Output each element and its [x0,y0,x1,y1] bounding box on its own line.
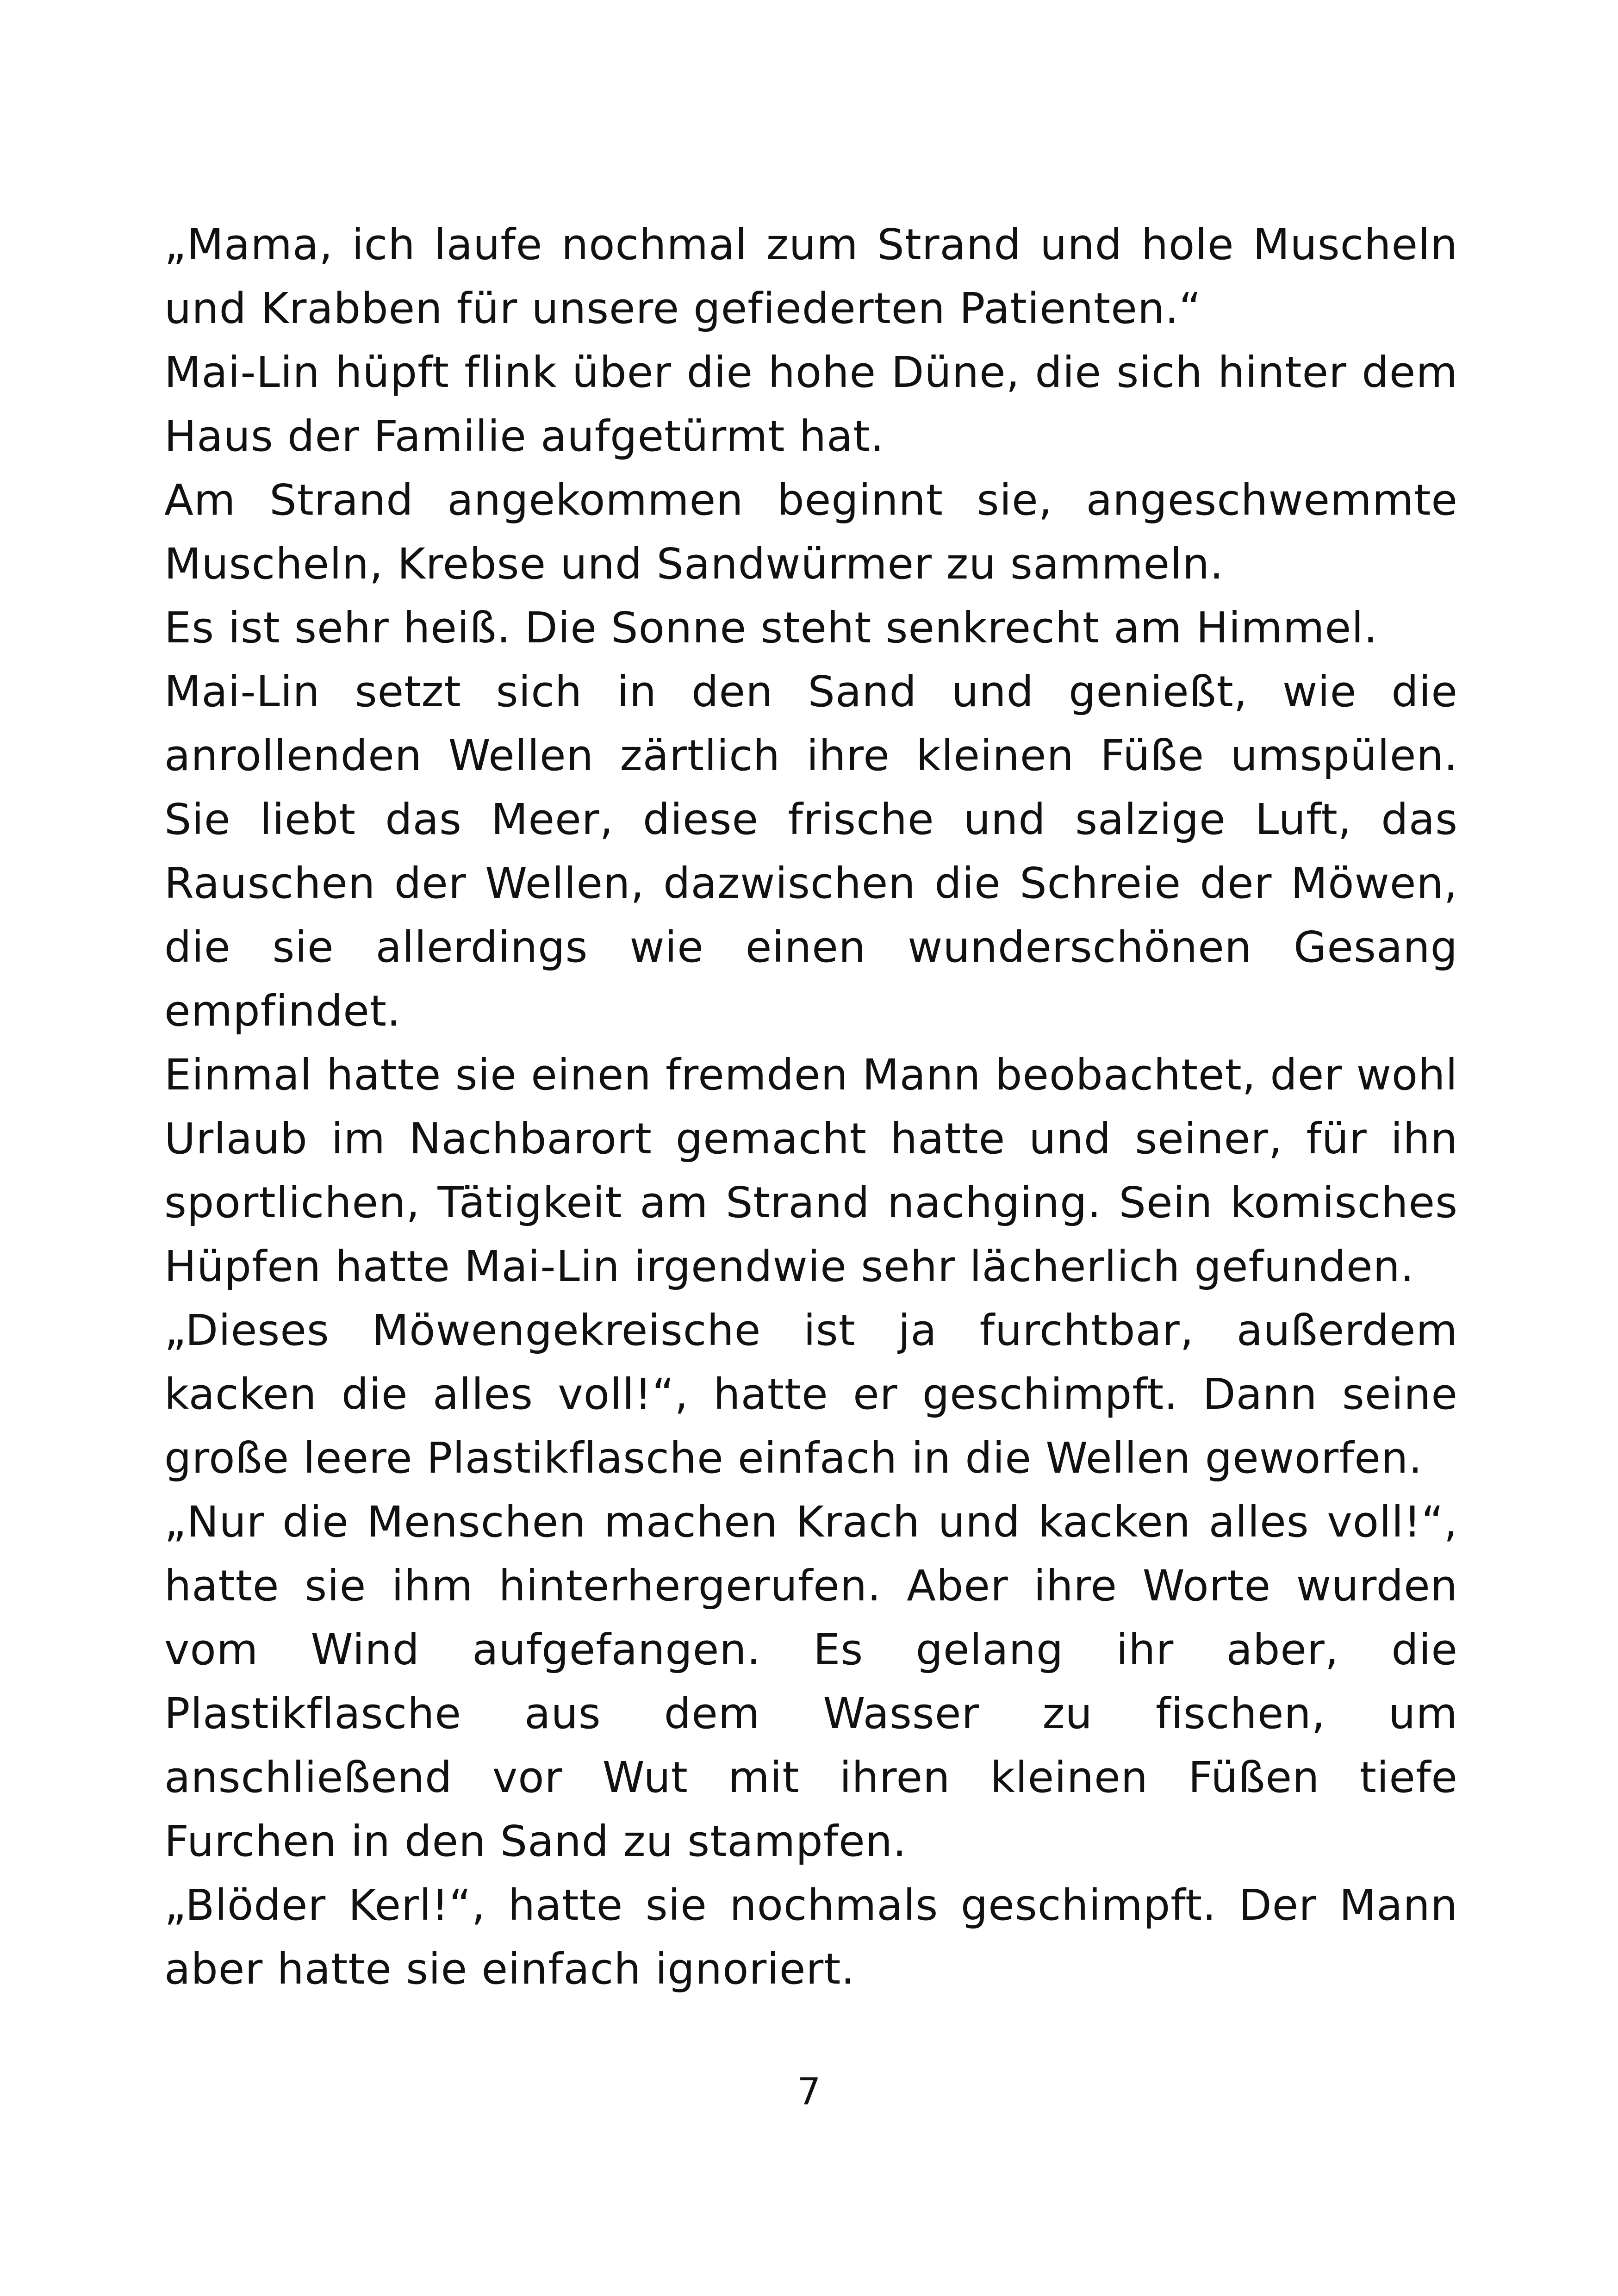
paragraph: „Blöder Kerl!“, hatte sie nochmals geschimpft. Der Mann aber hatte sie einfach ignoriert. [164,1880,1458,1994]
paragraph: „Mama, ich laufe nochmal zum Strand und hole Muscheln und Krabben für unsere gefiederten Patienten.“ [164,220,1458,333]
page-number: 7 [797,2070,821,2113]
paragraph: Es ist sehr heiß. Die Sonne steht senkrecht am Himmel. [164,603,1378,653]
body-text [164,213,1458,2001]
paragraph: Einmal hatte sie einen fremden Mann beobachtet, der wohl Urlaub im Nachbarort gemacht hatte und seiner, für ihn sportlichen, Tätigkeit am Strand nachging. Sein komisches Hüpfen hatte Mai-Lin irgendwie sehr lächerlich gefunden. [164,1050,1458,1291]
paragraph: „Dieses Möwengekreische ist ja furchtbar, außerdem kacken die alles voll!“, hatte er geschimpft. Dann seine große leere Plastikflasche einfach in die Wellen geworfen. [164,1306,1458,1483]
paragraph: Mai-Lin hüpft flink über die hohe Düne, die sich hinter dem Haus der Familie aufgetürmt hat. [164,348,1458,461]
paragraph: „Nur die Menschen machen Krach und kacken alles voll!“, hatte sie ihm hinterhergerufen. Aber ihre Worte wurden vom Wind aufgefangen. Es gelang ihr aber, die Plastikflasche aus dem Wasser zu fischen, um anschließend vor Wut mit ihren kleinen Füßen tiefe Furchen in den Sand zu stampfen. [164,1497,1458,1866]
paragraph: Mai-Lin setzt sich in den Sand und genießt, wie die anrollenden Wellen zärtlich ihre kleinen Füße umspülen. Sie liebt das Meer, diese frische und salzige Luft, das Rauschen der Wellen, dazwischen die Schreie der Möwen, die sie allerdings wie einen wunderschönen Gesang empfindet. [164,667,1458,1036]
paragraph: Am Strand angekommen beginnt sie, angeschwemmte Muscheln, Krebse und Sandwürmer zu sammeln. [164,475,1458,589]
